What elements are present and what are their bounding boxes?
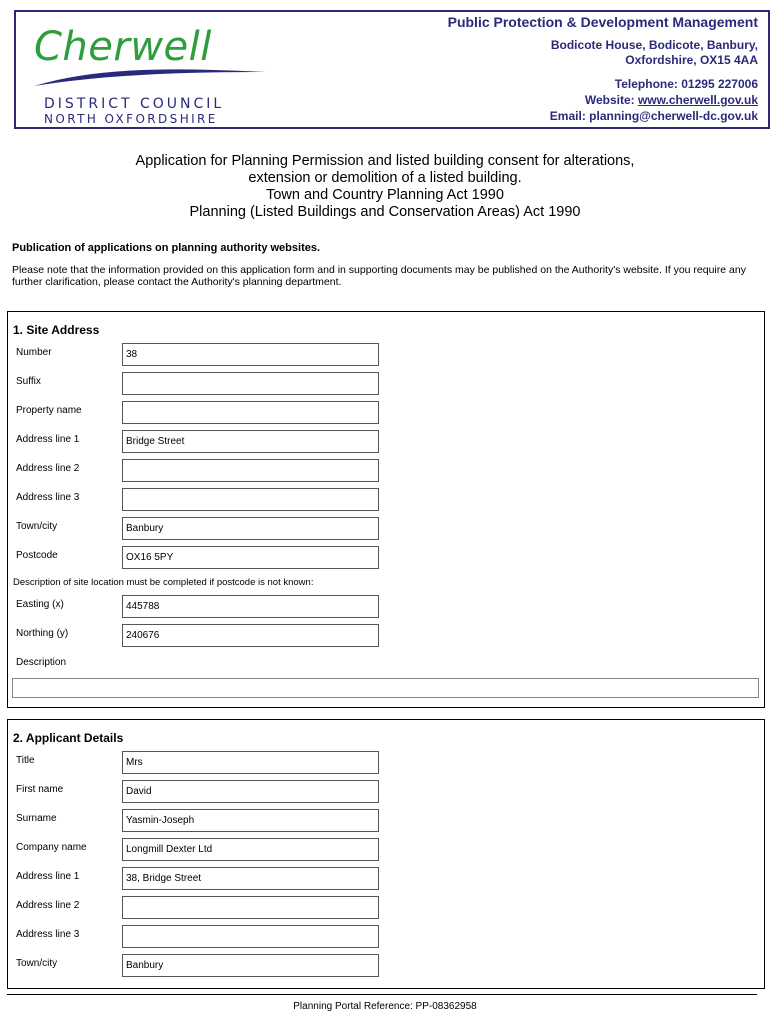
council-logo xyxy=(26,20,266,126)
postcode-field[interactable]: OX16 5PY xyxy=(122,546,379,569)
northing-label: Northing (y) xyxy=(16,628,69,639)
applicant-town-city-field[interactable]: Banbury xyxy=(122,954,379,977)
applicant-details-title: 2. Applicant Details xyxy=(13,731,124,745)
number-field[interactable]: 38 xyxy=(122,343,379,366)
northing-field[interactable]: 240676 xyxy=(122,624,379,647)
company-name-field[interactable]: Longmill Dexter Ltd xyxy=(122,838,379,861)
applicant-address-line-3-label: Address line 3 xyxy=(16,929,80,940)
address-line-1-label: Address line 1 xyxy=(16,434,80,445)
applicant-details-section xyxy=(7,719,765,989)
email-label: Email: xyxy=(549,109,590,123)
logo-swoosh-icon xyxy=(30,64,270,90)
telephone: Telephone: 01295 227006 xyxy=(614,77,758,91)
suffix-label: Suffix xyxy=(16,376,41,387)
postcode-label: Postcode xyxy=(16,550,58,561)
website-row xyxy=(448,92,758,108)
address-line-3-label: Address line 3 xyxy=(16,492,80,503)
address-line-3-field[interactable] xyxy=(122,488,379,511)
title-line-3: Town and Country Planning Act 1990 xyxy=(266,187,504,203)
email-row xyxy=(448,108,758,124)
address-line-1-field[interactable]: Bridge Street xyxy=(122,430,379,453)
applicant-town-city-label: Town/city xyxy=(16,958,58,969)
portal-reference: Planning Portal Reference: PP-08362958 xyxy=(293,1001,477,1012)
title-line-2: extension or demolition of a listed building. xyxy=(248,170,522,186)
form-title xyxy=(0,153,770,221)
location-note: Description of site location must be completed if postcode is not known: xyxy=(13,577,314,588)
title-line-4: Planning (Listed Buildings and Conservation Areas) Act 1990 xyxy=(189,204,581,220)
town-city-field[interactable]: Banbury xyxy=(122,517,379,540)
property-name-label: Property name xyxy=(16,405,82,416)
applicant-address-line-1-field[interactable]: 38, Bridge Street xyxy=(122,867,379,890)
publication-heading: Publication of applications on planning authority websites. xyxy=(12,242,321,254)
logo-north-oxfordshire: NORTH OXFORDSHIRE xyxy=(44,112,218,126)
number-label: Number xyxy=(16,347,52,358)
site-address-title: 1. Site Address xyxy=(13,323,100,337)
logo-district-council: DISTRICT COUNCIL xyxy=(44,96,225,112)
logo-wordmark: Cherwell xyxy=(34,24,212,70)
publication-text: Please note that the information provided on this application form and in supporting documents may be published on the Authority's website. If you require any further clarification, please contact the Authority's planning department. xyxy=(12,264,746,288)
description-label: Description xyxy=(16,657,67,668)
title-label: Title xyxy=(16,755,35,766)
address-line-2: Oxfordshire, OX15 4AA xyxy=(625,53,758,67)
surname-field[interactable]: Yasmin-Joseph xyxy=(122,809,379,832)
applicant-address-line-3-field[interactable] xyxy=(122,925,379,948)
property-name-field[interactable] xyxy=(122,401,379,424)
description-field[interactable] xyxy=(12,678,759,698)
address-line-1: Bodicote House, Bodicote, Banbury, xyxy=(550,38,758,52)
easting-field[interactable]: 445788 xyxy=(122,595,379,618)
first-name-label: First name xyxy=(16,784,64,795)
letterhead xyxy=(14,10,770,129)
department-name: Public Protection & Development Management xyxy=(447,14,758,30)
council-contact xyxy=(448,14,758,124)
title-field[interactable]: Mrs xyxy=(122,751,379,774)
easting-label: Easting (x) xyxy=(16,599,64,610)
address-line-2-label: Address line 2 xyxy=(16,463,80,474)
applicant-address-line-2-label: Address line 2 xyxy=(16,900,80,911)
email-link[interactable]: planning@cherwell-dc.gov.uk xyxy=(589,109,758,123)
applicant-address-line-2-field[interactable] xyxy=(122,896,379,919)
company-name-label: Company name xyxy=(16,842,87,853)
surname-label: Surname xyxy=(16,813,57,824)
first-name-field[interactable]: David xyxy=(122,780,379,803)
website-link[interactable]: www.cherwell.gov.uk xyxy=(637,93,758,107)
address-line-2-field[interactable] xyxy=(122,459,379,482)
footer-divider xyxy=(7,994,757,995)
applicant-address-line-1-label: Address line 1 xyxy=(16,871,80,882)
website-label: Website: xyxy=(584,93,638,107)
title-line-1: Application for Planning Permission and listed building consent for alterations, xyxy=(135,153,635,169)
suffix-field[interactable] xyxy=(122,372,379,395)
town-city-label: Town/city xyxy=(16,521,58,532)
site-address-section xyxy=(7,311,765,708)
